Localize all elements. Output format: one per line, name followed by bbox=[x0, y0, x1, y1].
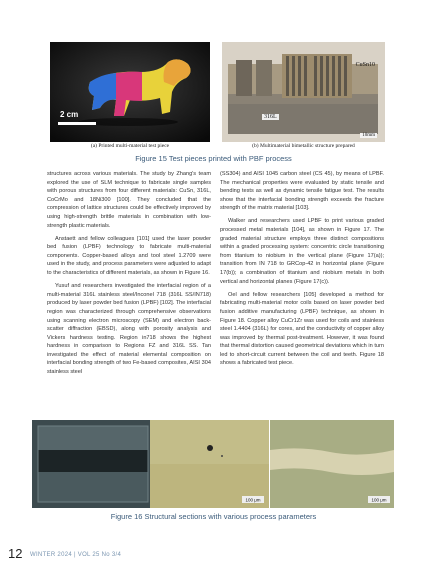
paragraph: Walker and researchers used LPBF to print various graded processed metal materials [104], as shown in Figure 17. The graded material structure employs three distinct compositions within a graded processing system: concentric circle transitioning from titanium to niobium in the vertical plane (Figure 17(a)); transition from IN 718 to GRCop-42 in horizontal plane (Figure 17(b)); a combination of titanium and niobium metals in both vertical and horizontal planes (Figure 17(c)). bbox=[220, 218, 384, 285]
figure16-panel-a-image bbox=[32, 420, 154, 508]
figure16-panel-b-image bbox=[150, 420, 269, 508]
bimetallic-block bbox=[222, 42, 385, 142]
paragraph: Yusuf and researchers investigated the interfacial region of a multi-material 316L stainless steel/Inconel 718 (316L SS/IN718) produced by laser powder bed fusion (LPBF) [102]. The interfacial region was characterized through comprehensive observations using scanning electron microscopy (SEM) and electron back-scatter diffraction (EBSD), along with porosity analysis and Vickers hardness testing. Region in718 shows the highest hardness in comparison to Regions FZ and 316L SS. Tan investigated the effect of material elemental composition on interfacial bonding strength of two Fe-based composites, AISI 304 stainless steel bbox=[47, 283, 211, 376]
scale-label: 2 cm bbox=[60, 110, 79, 119]
issue-label: WINTER 2024 | VOL 25 No 3/4 bbox=[30, 552, 122, 558]
figure15-subcaption-b: (b) Multimaterial bimetallic structure prepared bbox=[252, 143, 355, 149]
figure15-panel-a-image bbox=[50, 42, 210, 142]
multimaterial-dog-figurine bbox=[50, 42, 210, 142]
figure15-panel-b-image bbox=[222, 42, 385, 142]
figure15-caption: Figure 15 Test pieces printed with PBF process bbox=[135, 154, 292, 163]
scale-label: 10mm bbox=[362, 133, 375, 138]
label-316l: 316L bbox=[264, 114, 277, 120]
scale-label: 100 μm bbox=[245, 497, 261, 503]
figure16-panel-c-image bbox=[270, 420, 394, 508]
label-cusn10: CuSn10 bbox=[355, 62, 375, 68]
paragraph: structures across various materials. The study by Zhang's team explored the use of SLM technique to fabricate single samples with porous structures from four different materials: CuSn, 316L, CoCrMo and 18Ni300 [100]. They concluded that the compression of lattice structures could be effectively improved by using high-strength brittle materials in combination with low-strength plastic materials. bbox=[47, 171, 211, 229]
scale-label: 100 μm bbox=[371, 497, 387, 503]
figure15-subcaption-a: (a) Printed multi-material test piece bbox=[90, 143, 170, 149]
cross-section-dark bbox=[32, 420, 154, 508]
paragraph: Oel and fellow researchers [105] developed a method for fabricating multi-material motor coils based on laser powder bed fusion additive manufacturing (LPBF) technique, as shown in Figure 18. Copper alloy CuCr1Zr was used for coils and stainless steel 1.4404 (316L) for cores, and the conductivity of copper alloy was improved by thermal post-treatment. However, it was found that thermal distortion caused geometrical deviations which in turn led to short-circuit current between the coil and teeth. Figure 18 shows a fabricated test piece. bbox=[220, 291, 384, 367]
micrograph-interface bbox=[270, 420, 394, 508]
paragraph: (SS304) and AISI 1045 carbon steel (CS 45), by means of LPBF. The mechanical properties were evaluated by static tensile and bending tests as well as dynamic tensile fatigue test. The results show that the interfacial bonding strength exceeds the fracture strength of the matrix material [103]. bbox=[220, 171, 384, 212]
figure16-caption: Figure 16 Structural sections with various process parameters bbox=[110, 512, 317, 521]
scale-bar bbox=[58, 122, 96, 125]
body-column-left bbox=[47, 170, 211, 381]
body-column-right bbox=[220, 170, 384, 373]
micrograph-yellow bbox=[150, 420, 269, 508]
page-number: 12 bbox=[8, 546, 23, 561]
paragraph: Anstaett and fellow colleagues [101] used the laser powder bed fusion (LPBF) technology to fabricate multi-material components. Copper-based alloys and tool steel 1.2709 were used in the study, and process parameters were adjusted to adapt to the characteristics of different materials, as shown in Figure 16. bbox=[47, 235, 211, 277]
